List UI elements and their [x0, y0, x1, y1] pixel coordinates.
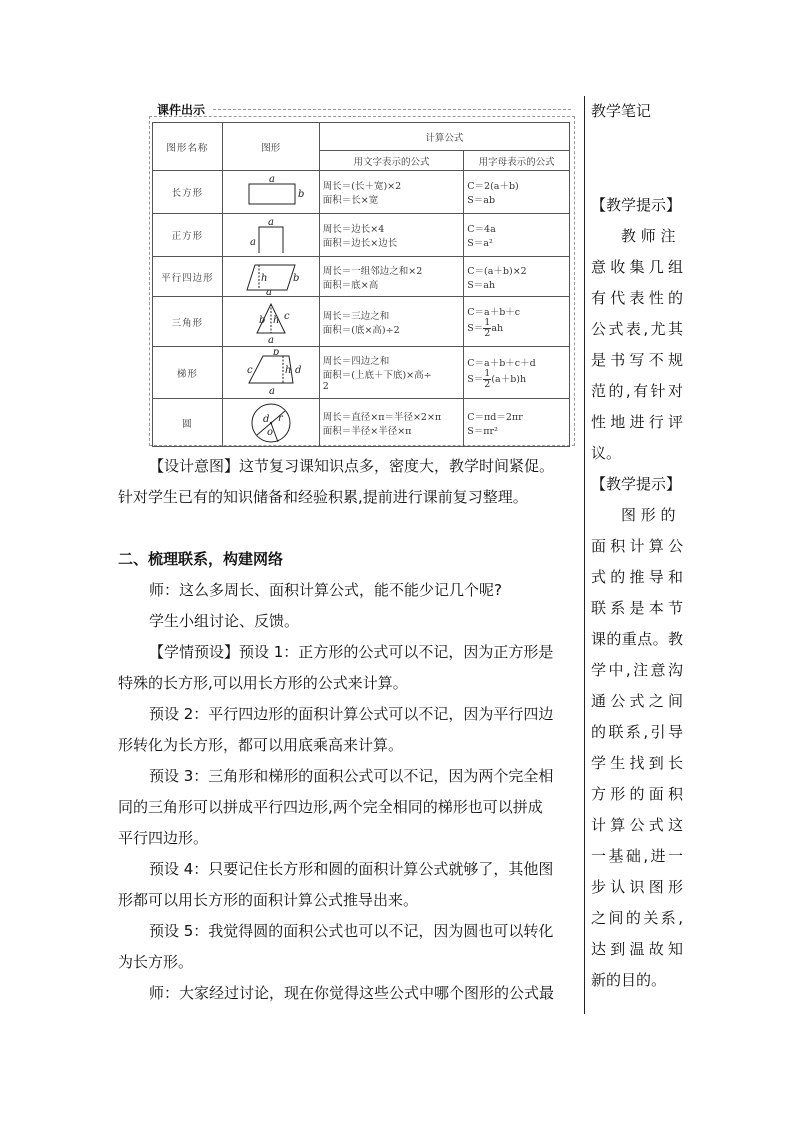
design-intent: [118, 451, 583, 513]
courseware-divider: [213, 109, 571, 110]
tip-heading: 【教学提示】: [591, 475, 682, 493]
svg-text:h: h: [260, 272, 268, 284]
table-row: [153, 297, 570, 347]
square-figure: [222, 214, 319, 257]
trapezoid-figure: [222, 347, 319, 399]
text-formula-cell: 周长＝一组邻边之和×2 面积＝底×高: [319, 257, 464, 297]
table-row: [153, 171, 570, 214]
paragraph: 形都可以用长方形的面积计算公式推导出来。: [118, 891, 419, 909]
paragraph: 预设 2：平行四边形的面积计算公式可以不记，因为平行四边: [149, 705, 554, 723]
tip-line: 图 形 的: [621, 506, 676, 524]
svg-text:a: a: [268, 174, 275, 185]
tip-line: 的联系,引导: [591, 723, 683, 741]
text-formula-cell: 周长＝(长＋宽)×2 面积＝长×宽: [319, 171, 464, 214]
svg-text:b: b: [258, 314, 266, 326]
paragraph: 预设 4：只要记住长方形和圆的面积计算公式就够了，其他图: [149, 860, 554, 878]
section-title: 二、梳理联系，构建网络: [118, 550, 284, 568]
shape-name: 平行四边形: [153, 257, 223, 297]
svg-text:h: h: [284, 364, 292, 376]
tip-heading: 【教学提示】: [591, 196, 682, 214]
tip-line: 学生找到长: [591, 754, 683, 772]
paragraph: 预设 5：我觉得圆的面积公式也可以不记，因为圆也可以转化: [149, 922, 554, 940]
tip-line: 方形的面积: [591, 785, 683, 803]
text-formula-cell: 周长＝边长×4 面积＝边长×边长: [319, 214, 464, 257]
letter-formula-cell: C＝a＋b＋c＋d S＝ $\frac{1}{2}$ (a＋b)h: [464, 347, 570, 399]
shape-name: 长方形: [153, 171, 223, 214]
paragraph: 预设 3：三角形和梯形的面积公式可以不记，因为两个完全相: [149, 767, 554, 785]
svg-text:b: b: [272, 348, 280, 358]
svg-text:c: c: [283, 310, 290, 322]
shape-name: 三角形: [153, 297, 223, 347]
tip-line: 性地进行评: [591, 413, 683, 431]
paragraph: 学生小组讨论、反馈。: [149, 612, 300, 630]
formula-table: [152, 122, 570, 447]
teaching-tip-1: [591, 190, 683, 469]
paragraph: 为长方形。: [118, 953, 194, 971]
svg-text:a: a: [268, 385, 275, 397]
tip-line: 有代表性的: [591, 289, 683, 307]
parallelogram-figure: [222, 257, 319, 297]
letter-formula-cell: C＝4a S＝a²: [464, 214, 570, 257]
design-intent-line: 【设计意图】这节复习课知识点多，密度大，教学时间紧促。: [149, 457, 555, 475]
header-formula: 计算公式: [319, 123, 569, 151]
svg-text:b: b: [297, 189, 305, 200]
svg-text:a: a: [267, 334, 274, 345]
letter-formula-cell: C＝πd＝2πr S＝πr²: [464, 399, 570, 447]
letter-formula-cell: C＝a＋b＋c S＝ $\frac{1}{2}$ ah: [464, 297, 570, 347]
svg-text:d: d: [262, 413, 270, 425]
svg-text:a: a: [249, 237, 256, 248]
tip-line: 范的,有针对: [591, 382, 683, 400]
paragraph: 平行四边形。: [118, 829, 209, 847]
teaching-tip-2: [591, 469, 683, 996]
main-content: [118, 544, 583, 1009]
teaching-notes-title: 教学笔记: [591, 102, 652, 120]
table-row: [153, 399, 570, 447]
tip-line: 达到温故知: [591, 940, 683, 958]
text-formula-cell: 周长＝四边之和 面积＝(上底＋下底)×高÷ 2: [319, 347, 464, 399]
tip-line: 新的目的。: [591, 971, 667, 989]
paragraph: 特殊的长方形,可以用长方形的公式来计算。: [118, 674, 408, 692]
header-text-formula: 用文字表示的公式: [319, 151, 464, 171]
shape-name: 梯形: [153, 347, 223, 399]
courseware-label: 课件出示: [157, 103, 206, 117]
svg-text:a: a: [267, 217, 274, 228]
design-intent-line: 针对学生已有的知识储备和经验积累,提前进行课前复习整理。: [118, 488, 528, 506]
shape-name: 正方形: [153, 214, 223, 257]
paragraph: 师：这么多周长、面积计算公式，能不能少记几个呢?: [149, 581, 502, 599]
tip-line: 教 师 注: [621, 227, 676, 245]
svg-text:b: b: [292, 272, 300, 284]
svg-text:a: a: [265, 286, 272, 295]
circle-figure: [222, 399, 319, 447]
svg-text:o: o: [266, 426, 273, 438]
table-row: [153, 347, 570, 399]
paragraph: 【学情预设】预设 1：正方形的公式可以不记，因为正方形是: [149, 643, 554, 661]
tip-line: 是书写不规: [591, 351, 683, 369]
header-figure: 图形: [222, 123, 319, 171]
tip-line: 意收集几组: [591, 258, 683, 276]
tip-line: 通公式之间: [591, 692, 683, 710]
tip-line: 步认识图形: [591, 878, 683, 896]
tip-line: 联系是本节: [591, 599, 683, 617]
text-formula-cell: 周长＝直径×π＝半径×2×π 面积＝半径×半径×π: [319, 399, 464, 447]
paragraph: 师：大家经过讨论，现在你觉得这些公式中哪个图形的公式最: [149, 984, 555, 1002]
rectangle-figure: [222, 171, 319, 214]
svg-text:h: h: [272, 314, 280, 326]
svg-text:r: r: [277, 412, 283, 424]
tip-line: 公式表,尤其: [591, 320, 683, 338]
shape-name: 圆: [153, 399, 223, 447]
text-formula-cell: 周长＝三边之和 面积＝(底×高)÷2: [319, 297, 464, 347]
tip-line: 学中,注意沟: [591, 661, 683, 679]
tip-line: 之间的关系,: [591, 909, 683, 927]
table-row: [153, 214, 570, 257]
column-divider: [584, 96, 585, 1014]
tip-line: 课的重点。教: [591, 630, 683, 648]
svg-text:d: d: [294, 364, 302, 376]
header-name: 图形名称: [153, 123, 223, 171]
paragraph: 形转化为长方形，都可以用底乘高来计算。: [118, 736, 404, 754]
tip-line: 议。: [591, 444, 622, 462]
header-letter-formula: 用字母表示的公式: [464, 151, 570, 171]
paragraph: 同的三角形可以拼成平行四边形,两个完全相同的梯形也可以拼成: [118, 798, 543, 816]
tip-line: 一基础,进一: [591, 847, 683, 865]
svg-text:c: c: [246, 364, 253, 376]
tip-line: 计算公式这: [591, 816, 683, 834]
letter-formula-cell: C＝(a＋b)×2 S＝ah: [464, 257, 570, 297]
letter-formula-cell: C＝2(a＋b) S＝ab: [464, 171, 570, 214]
triangle-figure: [222, 297, 319, 347]
tip-line: 面积计算公: [591, 537, 683, 555]
tip-line: 式的推导和: [591, 568, 683, 586]
table-row: [153, 257, 570, 297]
